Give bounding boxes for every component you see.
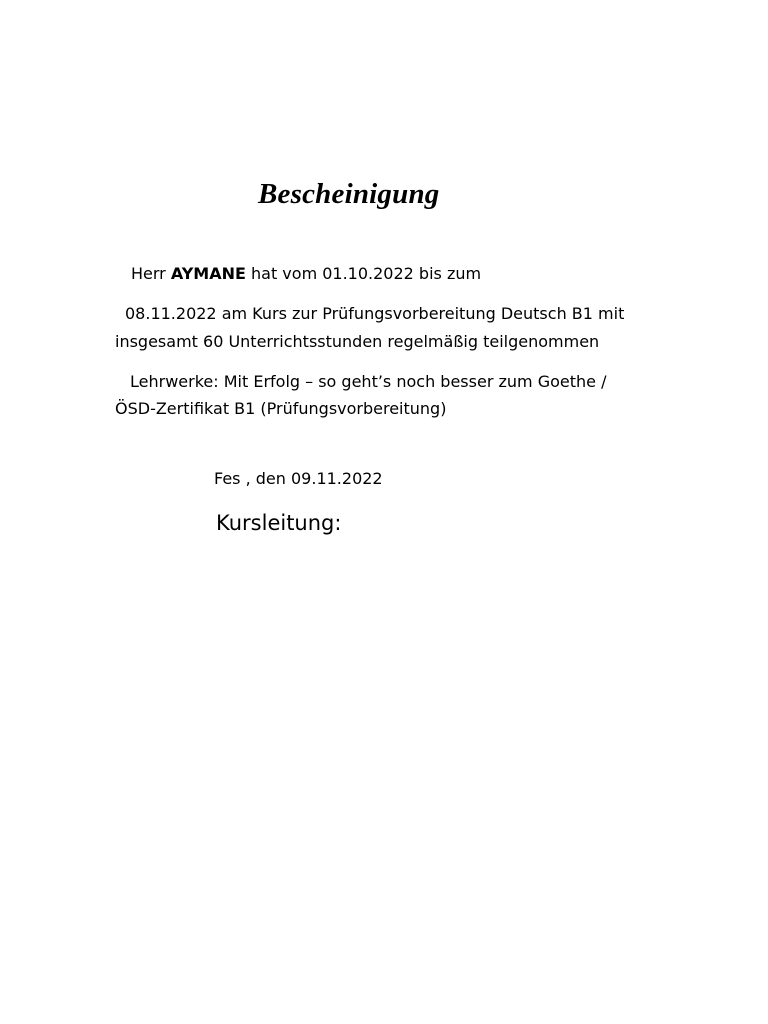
course-details-line: 08.11.2022 am Kurs zur Prüfungsvorbereitung Deutsch B1 mit bbox=[125, 304, 625, 323]
salutation: Herr bbox=[131, 264, 171, 283]
hours-line: insgesamt 60 Unterrichtsstunden regelmäßig teilgenommen bbox=[115, 332, 600, 351]
place-date: Fes , den 09.11.2022 bbox=[214, 469, 383, 488]
participant-name: AYMANE bbox=[170, 264, 246, 283]
signature-label: Kursleitung: bbox=[216, 511, 342, 535]
document-title: Bescheinigung bbox=[258, 178, 440, 210]
course-start-text: hat vom 01.10.2022 bis zum bbox=[251, 264, 482, 283]
textbook-line: Lehrwerke: Mit Erfolg – so geht’s noch besser zum Goethe / bbox=[130, 372, 607, 391]
certificate-line: ÖSD-Zertifikat B1 (Prüfungsvorbereitung) bbox=[115, 399, 447, 418]
participant-line bbox=[131, 264, 481, 284]
